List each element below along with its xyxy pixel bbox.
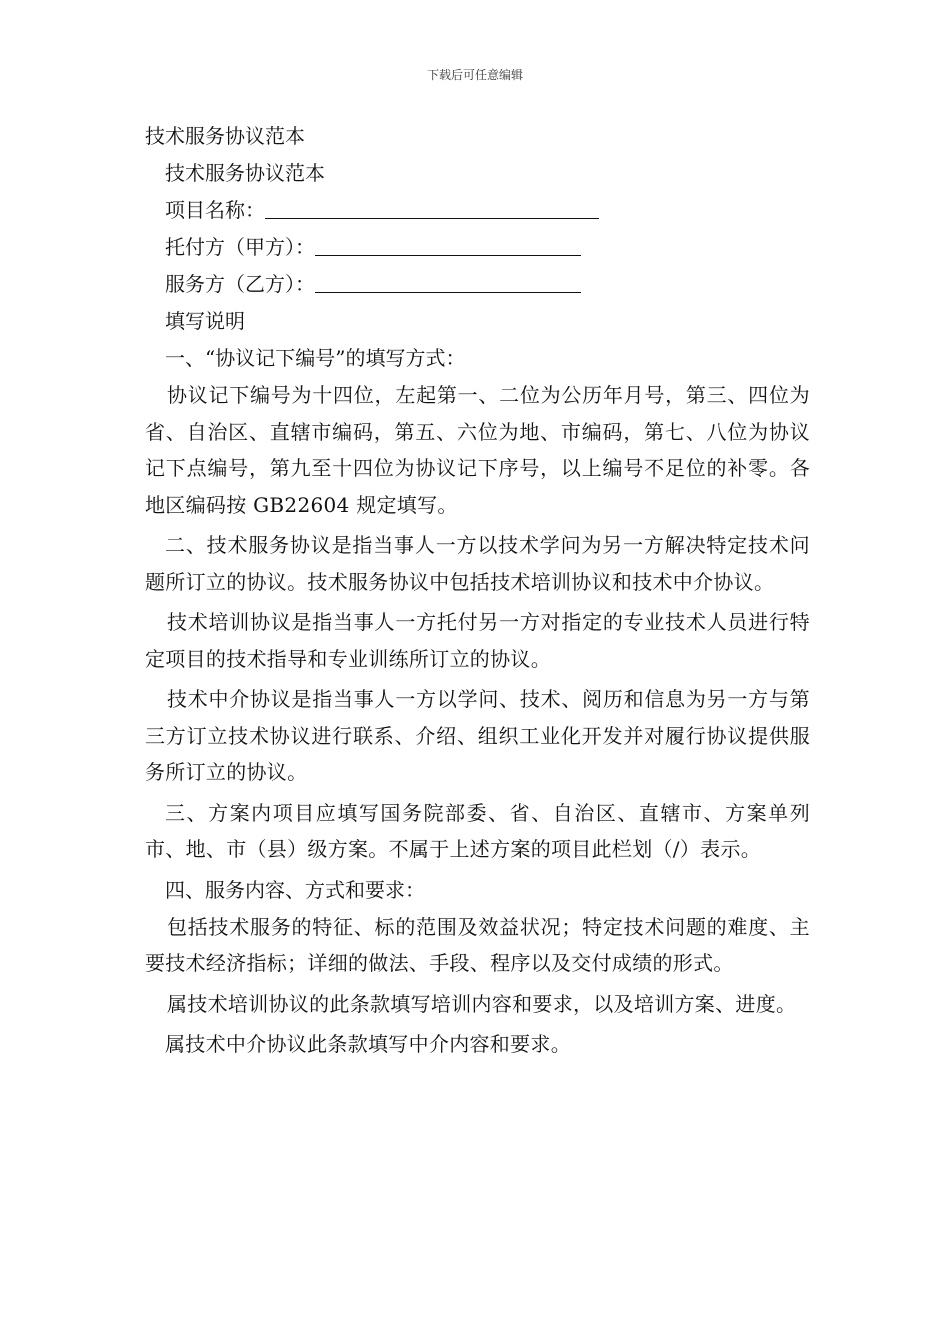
field-label: 服务方（乙方）： (165, 272, 315, 296)
paragraph: 三、方案内项目应填写国务院部委、省、自治区、直辖市、方案单列市、地、市（县）级方案。不属于上述方案的项目此栏划（/）表示。 (145, 800, 810, 861)
document-subtitle: 技术服务协议范本 (165, 161, 325, 185)
paragraph: 属技术中介协议此条款填写中介内容和要求。 (165, 1032, 571, 1056)
project-name-blank[interactable] (265, 194, 599, 219)
paragraph: 技术中介协议是指当事人一方以学问、技术、阅历和信息为另一方与第三方订立技术协议进行联系、介绍、组织工业化开发并对履行协议提供服务所订立的协议。 (145, 687, 810, 784)
field-party-a (145, 229, 810, 266)
page-header: 下载后可任意编辑 (426, 68, 523, 82)
paragraph: 技术培训协议是指当事人一方托付另一方对指定的专业技术人员进行特定项目的技术指导和专业训练所订立的协议。 (145, 610, 810, 671)
field-label: 托付方（甲方）： (165, 235, 315, 259)
section-heading: 一、“协议记下编号”的填写方式： (165, 346, 466, 370)
field-label: 项目名称： (165, 198, 265, 222)
paragraph: 包括技术服务的特征、标的范围及效益状况；特定技术问题的难度、主要技术经济指标；详细的做法、手段、程序以及交付成绩的形式。 (145, 914, 810, 975)
document-body (145, 118, 810, 1067)
paragraph: 二、技术服务协议是指当事人一方以技术学问为另一方解决特定技术问题所订立的协议。技术服务协议中包括技术培训协议和技术中介协议。 (145, 533, 810, 594)
party-a-blank[interactable] (315, 231, 581, 256)
party-b-blank[interactable] (315, 268, 581, 293)
paragraph: 属技术培训协议的此条款填写培训内容和要求，以及培训方案、进度。 (167, 991, 797, 1016)
section-heading: 四、服务内容、方式和要求： (165, 877, 425, 902)
field-project-name (145, 192, 810, 229)
field-party-b (145, 266, 810, 303)
document-title: 技术服务协议范本 (145, 124, 305, 148)
instructions-title: 填写说明 (165, 309, 245, 333)
paragraph: 协议记下编号为十四位，左起第一、二位为公历年月号，第三、四位为省、自治区、直辖市编码，第五、六位为地、市编码，第七、八位为协议记下点编号，第九至十四位为协议记下序号，以上编号不足位的补零。各地区编码按 GB22604 规定填写。 (145, 383, 810, 517)
